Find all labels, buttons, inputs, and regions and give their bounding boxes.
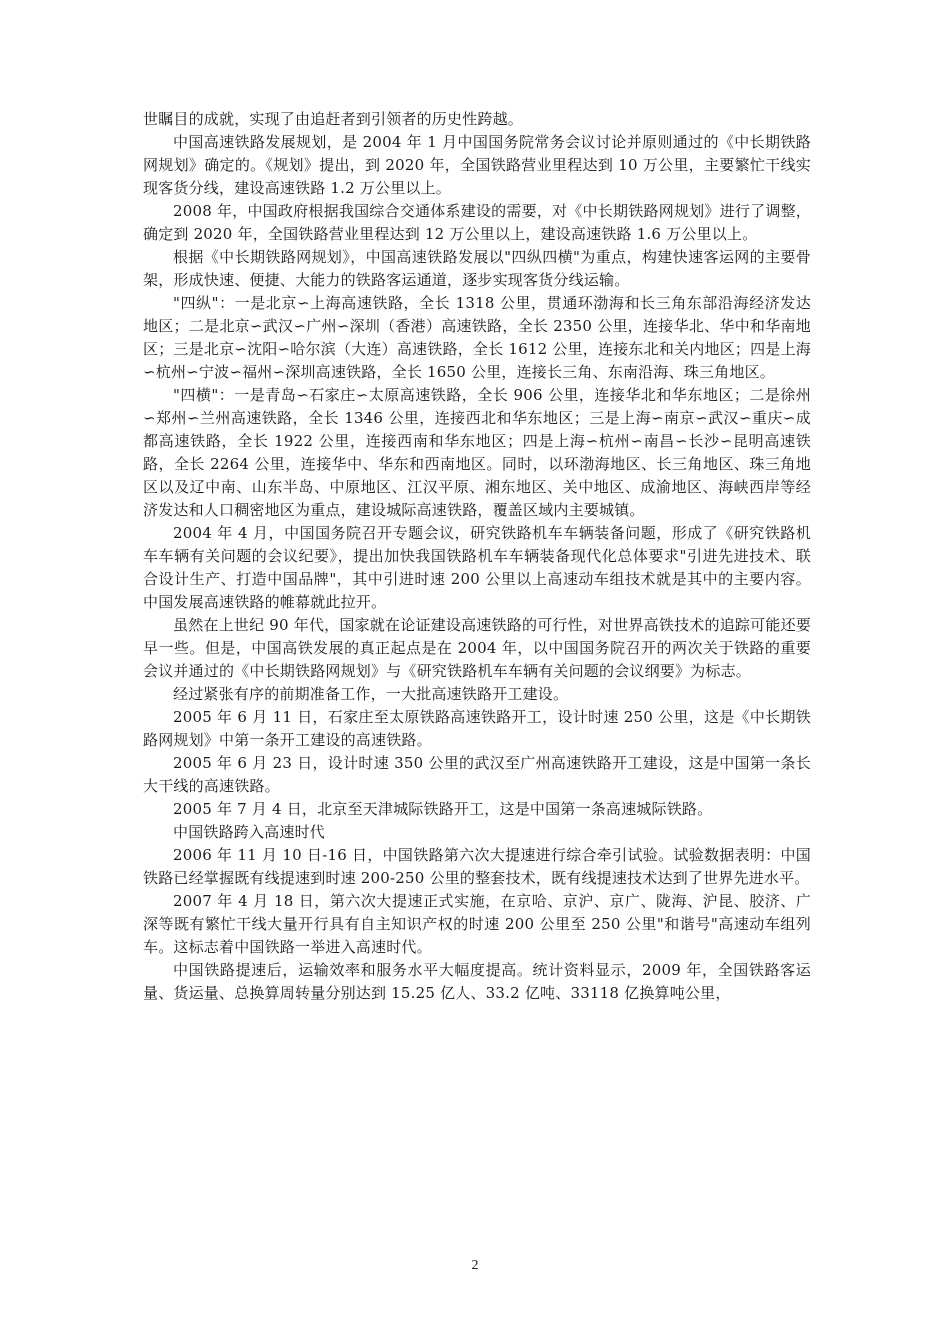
paragraph: 2005 年 6 月 11 日，石家庄至太原铁路高速铁路开工，设计时速 250 公里，这是《中长期铁路网规划》中第一条开工建设的高速铁路。 xyxy=(143,708,811,749)
paragraph: 2004 年 4 月，中国国务院召开专题会议，研究铁路机车车辆装备问题，形成了《研究铁路机车车辆有关问题的会议纪要》，提出加快我国铁路机车车辆装备现代化总体要求"引进先进技术、联合设计生产、打造中国品牌"，其中引进时速 200 公里以上高速动车组技术就是其中的主要内容。中国发展高速铁路的帷幕就此拉开。 xyxy=(143,524,811,611)
section-heading: 中国铁路跨入高速时代 xyxy=(173,823,326,841)
paragraph: 经过紧张有序的前期准备工作，一大批高速铁路开工建设。 xyxy=(173,685,569,703)
paragraph: 虽然在上世纪 90 年代，国家就在论证建设高速铁路的可行性，对世界高铁技术的追踪可能还要早一些。但是，中国高铁发展的真正起点是在 2004 年，以中国国务院召开的两次关于铁路的重要会议并通过的《中长期铁路网规划》与《研究铁路机车车辆有关问题的会议纲要》为标志。 xyxy=(143,616,811,680)
paragraph: 中国高速铁路发展规划，是 2004 年 1 月中国国务院常务会议讨论并原则通过的《中长期铁路网规划》确定的。《规划》提出，到 2020 年，全国铁路营业里程达到 10 万公里，主要繁忙干线实现客货分线，建设高速铁路 1.2 万公里以上。 xyxy=(143,133,811,197)
page-number: 2 xyxy=(471,1258,479,1273)
paragraph: 2005 年 7 月 4 日，北京至天津城际铁路开工，这是中国第一条高速城际铁路。 xyxy=(173,800,713,818)
paragraph: "四横"：一是青岛∽石家庄∽太原高速铁路，全长 906 公里，连接华北和华东地区；二是徐州∽郑州∽兰州高速铁路，全长 1346 公里，连接西北和华东地区；三是上海∽南京∽武汉∽重庆∽成都高速铁路，全长 1922 公里，连接西南和华东地区；四是上海∽杭州∽南昌∽长沙∽昆明高速铁路，全长 2264 公里，连接华中、华东和西南地区。同时，以环渤海地区、长三角地区、珠三角地区以及辽中南、山东半岛、中原地区、江汉平原、湘东地区、关中地区、成渝地区、海峡西岸等经济发达和人口稠密地区为重点，建设城际高速铁路，覆盖区域内主要城镇。 xyxy=(143,386,811,519)
paragraph: 2008 年，中国政府根据我国综合交通体系建设的需要，对《中长期铁路网规划》进行了调整，确定到 2020 年，全国铁路营业里程达到 12 万公里以上，建设高速铁路 1.6 万公里以上。 xyxy=(143,202,811,243)
paragraph: "四纵"：一是北京∽上海高速铁路，全长 1318 公里，贯通环渤海和长三角东部沿海经济发达地区；二是北京∽武汉∽广州∽深圳（香港）高速铁路，全长 2350 公里，连接华北、华中和华南地区；三是北京∽沈阳∽哈尔滨（大连）高速铁路，全长 1612 公里，连接东北和关内地区；四是上海∽杭州∽宁波∽福州∽深圳高速铁路，全长 1650 公里，连接长三角、东南沿海、珠三角地区。 xyxy=(143,294,811,381)
paragraph: 根据《中长期铁路网规划》，中国高速铁路发展以"四纵四横"为重点，构建快速客运网的主要骨架，形成快速、便捷、大能力的铁路客运通道，逐步实现客货分线运输。 xyxy=(143,248,811,289)
body-text xyxy=(143,108,811,1005)
paragraph: 世瞩目的成就，实现了由追赶者到引领者的历史性跨越。 xyxy=(143,110,524,128)
paragraph: 2007 年 4 月 18 日，第六次大提速正式实施，在京哈、京沪、京广、陇海、沪昆、胶济、广深等既有繁忙干线大量开行具有自主知识产权的时速 200 公里至 250 公里"和谐号"高速动车组列车。这标志着中国铁路一举进入高速时代。 xyxy=(143,892,811,956)
paragraph: 2006 年 11 月 10 日-16 日，中国铁路第六次大提速进行综合牵引试验。试验数据表明：中国铁路已经掌握既有线提速到时速 200-250 公里的整套技术，既有线提速技术达到了世界先进水平。 xyxy=(143,846,811,887)
paragraph: 2005 年 6 月 23 日，设计时速 350 公里的武汉至广州高速铁路开工建设，这是中国第一条长大干线的高速铁路。 xyxy=(143,754,811,795)
paragraph: 中国铁路提速后，运输效率和服务水平大幅度提高。统计资料显示，2009 年，全国铁路客运量、货运量、总换算周转量分别达到 15.25 亿人、33.2 亿吨、33118 亿换算吨公里， xyxy=(143,961,811,1002)
